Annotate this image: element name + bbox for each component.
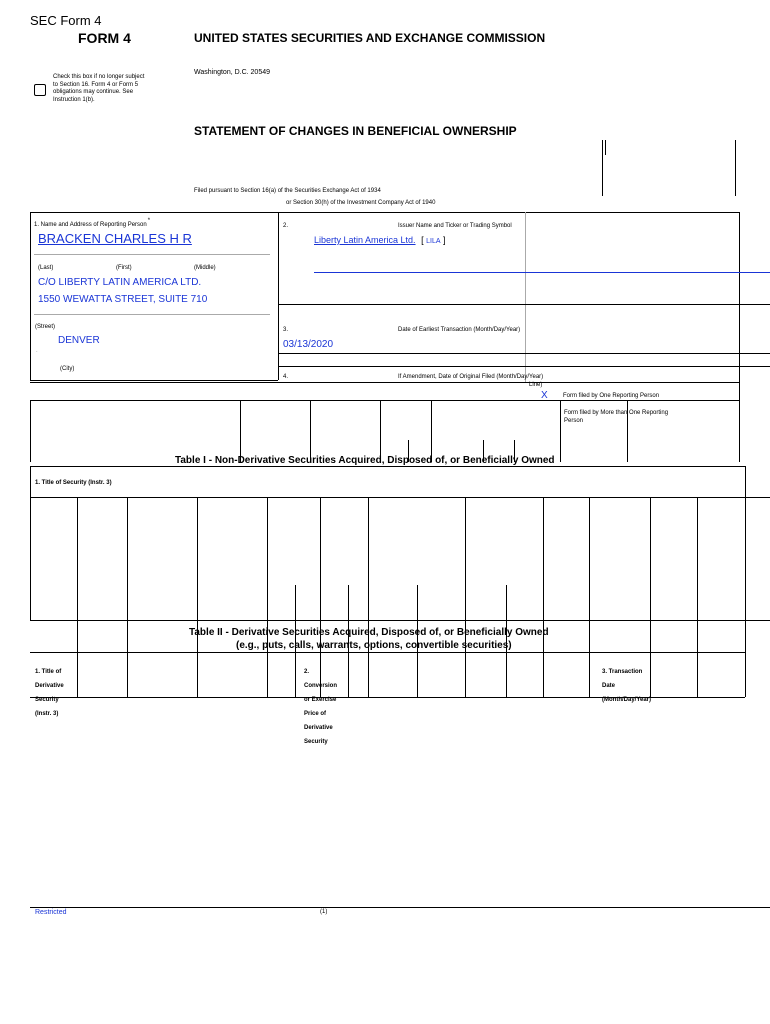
- city-dot: .: [36, 348, 38, 354]
- t1-v13: [745, 497, 746, 697]
- filing-mark-x[interactable]: X: [541, 390, 548, 401]
- t1-v2: [77, 497, 78, 697]
- table-2-col-3: 3. Transaction Date (Month/Day/Year): [602, 669, 652, 703]
- name-underline: [34, 254, 270, 255]
- filing-row-border: [30, 400, 740, 401]
- grid-left: [30, 400, 31, 462]
- agency-location: Washington, D.C. 20549: [194, 69, 271, 76]
- amendment-number: 4.: [283, 374, 289, 380]
- address-line-1: C/O LIBERTY LATIN AMERICA LTD.: [38, 277, 202, 288]
- info-box-right-border: [739, 212, 740, 462]
- grid-col-e: [560, 400, 561, 462]
- first-name-label: (First): [116, 265, 132, 271]
- table-1-title: Table I - Non-Derivative Securities Acquired, Disposed of, or Beneficially Owned: [175, 455, 555, 466]
- filing-one-person: Form filed by One Reporting Person: [563, 393, 660, 399]
- omb-box-left-edge: [602, 140, 603, 196]
- t1-v5: [267, 497, 268, 697]
- address-line-2: 1550 WEWATTA STREET, SUITE 710: [38, 294, 208, 305]
- section-3-bottom-border: [278, 353, 770, 354]
- last-name-label: (Last): [38, 265, 54, 271]
- grid-col-c: [380, 400, 381, 462]
- grid-col-d: [431, 400, 432, 462]
- info-box-divider: [278, 212, 279, 380]
- t1-v8: [465, 497, 466, 697]
- amendment-label: If Amendment, Date of Original Filed (Month/Day/Year): [398, 374, 544, 380]
- city-value: DENVER: [58, 335, 100, 346]
- amendment-line-label: Line): [529, 382, 543, 388]
- omb-box-tick: [605, 140, 606, 155]
- issuer-underline: [314, 272, 770, 273]
- info-box-bottom-border: [30, 382, 740, 383]
- filed-pursuant-line-2: or Section 30(h) of the Investment Company Act of 1940: [286, 200, 436, 206]
- t1-v1: [30, 497, 31, 620]
- t1-v12: [697, 497, 698, 697]
- section-3-bottom-border-2: [278, 366, 770, 367]
- footer-rule: [30, 907, 770, 908]
- table-2-col-1: 1. Title of Derivative Security (Instr. 3): [35, 669, 64, 717]
- table-1-bottom-border: [30, 620, 770, 621]
- table-1-right-border: [745, 466, 746, 497]
- info-box-left-border: [30, 212, 31, 380]
- reporting-person-label: 1. Name and Address of Reporting Person*: [34, 218, 151, 228]
- t1-v3: [127, 497, 128, 697]
- footer-restricted: Restricted: [35, 909, 67, 916]
- no-longer-subject-checkbox[interactable]: [34, 84, 46, 96]
- table-1-left-border: [30, 466, 31, 497]
- table-2-title: Table II - Derivative Securities Acquired, Disposed of, or Beneficially Owned: [189, 627, 549, 638]
- issuer-ticker: LILA: [426, 238, 441, 245]
- grid-col-b: [310, 400, 311, 462]
- info-box-top-border: [30, 212, 740, 213]
- table-2-col-2: 2. Conversion or Exercise Price of Derivative Security: [304, 669, 338, 745]
- table-1-header-bottom: [30, 497, 770, 498]
- reporting-person-name-link[interactable]: BRACKEN CHARLES H R: [38, 231, 192, 246]
- statement-title: STATEMENT OF CHANGES IN BENEFICIAL OWNERSHIP: [194, 124, 517, 138]
- middle-name-label: (Middle): [194, 265, 216, 271]
- issuer-column-divider: [525, 212, 526, 382]
- t1-v10: [589, 497, 590, 697]
- section-2-bottom-border: [278, 304, 770, 305]
- table-2-subtitle: (e.g., puts, calls, warrants, options, convertible securities): [236, 640, 512, 651]
- issuer-name-row: Liberty Latin America Ltd. [ LILA ]: [314, 235, 446, 245]
- issuer-label: Issuer Name and Ticker or Trading Symbol: [398, 223, 512, 229]
- street-label: (Street): [35, 324, 56, 330]
- footer-page-number: (1): [320, 909, 328, 915]
- table-1-top-border: [30, 466, 745, 467]
- t1-v7: [368, 497, 369, 697]
- filed-pursuant-line-1: Filed pursuant to Section 16(a) of the Securities Exchange Act of 1934: [194, 188, 381, 194]
- issuer-name-link[interactable]: Liberty Latin America Ltd.: [314, 235, 416, 245]
- page-title: SEC Form 4: [30, 13, 102, 28]
- t1-v4: [197, 497, 198, 697]
- checkbox-note: Check this box if no longer subject to Section 16. Form 4 or Form 5 obligations may continue. See Instruction 1(b).: [53, 74, 145, 103]
- grid-col-f: [627, 400, 628, 462]
- section-1-bottom-border: [30, 380, 278, 381]
- earliest-transaction-number: 3.: [283, 327, 289, 333]
- earliest-transaction-label: Date of Earliest Transaction (Month/Day/Year): [398, 327, 521, 333]
- earliest-transaction-date: 03/13/2020: [283, 339, 334, 350]
- issuer-number: 2.: [283, 223, 289, 229]
- omb-box-right-edge: [735, 140, 736, 196]
- filing-more-than-one: Form filed by More than One Reporting Person: [564, 410, 669, 424]
- table-1-col-title: 1. Title of Security (Instr. 3): [35, 480, 112, 486]
- t1-v9: [543, 497, 544, 697]
- table-2-header-top: [30, 652, 745, 653]
- address-underline: [34, 314, 270, 315]
- form-label: FORM 4: [78, 30, 131, 46]
- city-label: (City): [60, 366, 75, 372]
- agency-title: UNITED STATES SECURITIES AND EXCHANGE COMMISSION: [194, 31, 546, 45]
- grid-col-a: [240, 400, 241, 462]
